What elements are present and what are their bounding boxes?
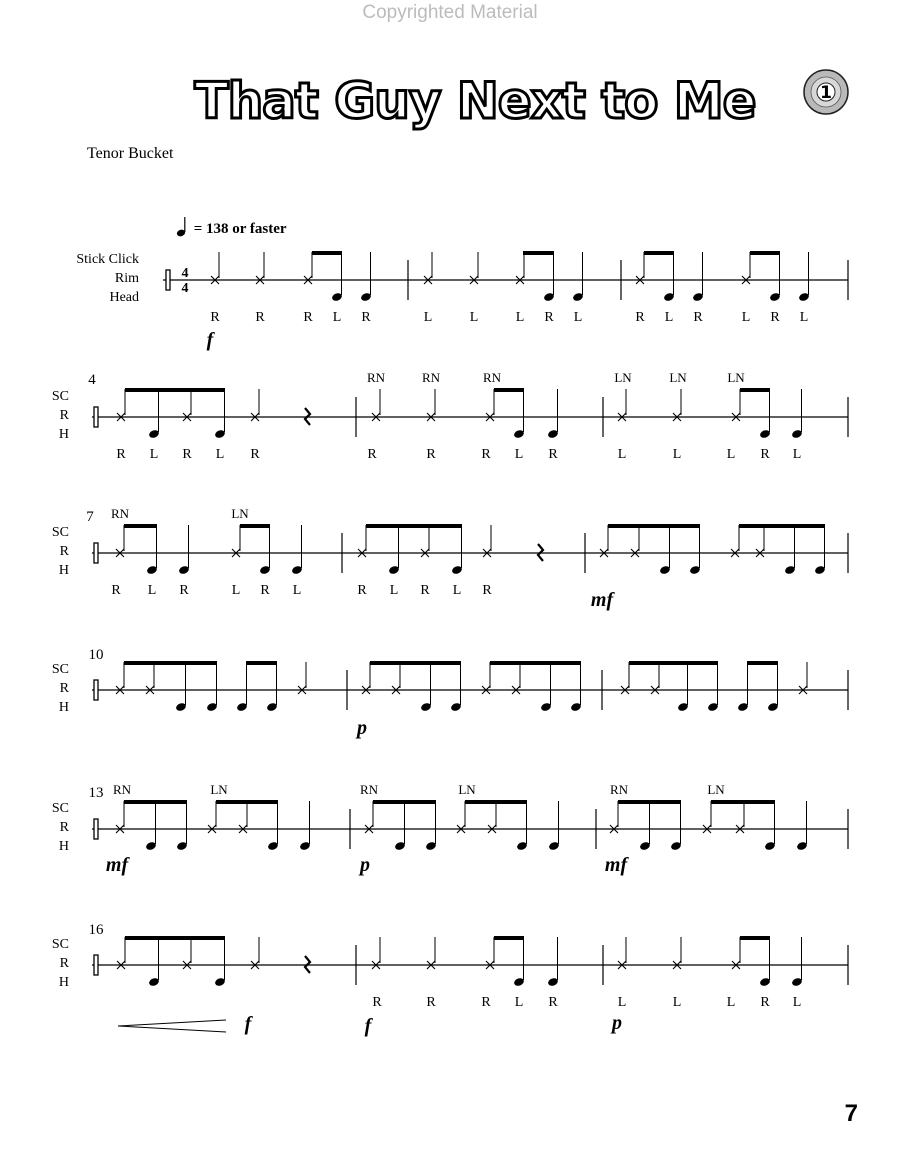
percussion-clef	[94, 955, 98, 975]
page-number: 7	[844, 1100, 858, 1127]
sticking-label: L	[799, 310, 809, 325]
sticking-label: L	[726, 995, 736, 1010]
sticking-label: R	[116, 447, 126, 462]
tempo-text: = 138 or faster	[193, 221, 287, 237]
beam	[750, 251, 780, 255]
sticking-label: L	[231, 583, 241, 598]
dynamic-marking: p	[360, 854, 370, 876]
sticking-label: L	[515, 310, 525, 325]
beam	[465, 800, 497, 804]
beam	[125, 388, 225, 392]
dynamic-marking: mf	[604, 854, 628, 876]
dynamic-marking: p	[612, 1012, 622, 1034]
beam	[496, 800, 527, 804]
sticking-label: R	[548, 447, 558, 462]
voice-label: SC	[51, 937, 69, 952]
beam	[247, 800, 278, 804]
voice-label: SC	[51, 662, 69, 677]
sticking-label: L	[664, 310, 674, 325]
sticking-label: L	[792, 995, 802, 1010]
copyright-watermark: Copyrighted Material	[362, 2, 538, 23]
sticking-label: L	[672, 447, 682, 462]
sticking-label: L	[469, 310, 479, 325]
sticking-label: R	[260, 583, 270, 598]
sticking-label: L	[149, 447, 159, 462]
sticking-label: L	[452, 583, 462, 598]
sticking-label: L	[332, 310, 342, 325]
sticking-label: R	[250, 447, 260, 462]
sticking-label: R	[482, 583, 492, 598]
sticking-label: R	[357, 583, 367, 598]
percussion-clef	[94, 407, 98, 427]
voice-label: R	[59, 681, 69, 696]
sticking-label: R	[760, 995, 770, 1010]
beam	[747, 661, 778, 665]
sticking-label: L	[215, 447, 225, 462]
beam	[744, 800, 775, 804]
voice-label: R	[59, 544, 69, 559]
sticking-label: R	[179, 583, 189, 598]
dynamic-marking: mf	[590, 589, 614, 611]
voice-label: H	[58, 839, 69, 854]
sticking-label: L	[741, 310, 751, 325]
sticking-label: R	[770, 310, 780, 325]
beam	[240, 524, 270, 528]
voice-label: H	[58, 700, 69, 715]
sticking-label: R	[548, 995, 558, 1010]
beam	[740, 388, 770, 392]
percussion-clef	[166, 270, 170, 290]
accent-label: LN	[669, 370, 687, 385]
voice-label: R	[59, 408, 69, 423]
measure-number: 16	[88, 922, 104, 938]
voice-label: SC	[51, 389, 69, 404]
beam	[124, 800, 187, 804]
voice-label: H	[58, 563, 69, 578]
beam	[523, 251, 554, 255]
percussion-clef	[94, 819, 98, 839]
crescendo-hairpin	[118, 1020, 226, 1032]
sticking-label: R	[693, 310, 703, 325]
beam	[216, 800, 248, 804]
sticking-label: R	[481, 447, 491, 462]
accent-label: RN	[609, 782, 629, 797]
accent-label: LN	[614, 370, 632, 385]
sticking-label: L	[672, 995, 682, 1010]
sticking-label: R	[111, 583, 121, 598]
sticking-label: L	[573, 310, 583, 325]
sticking-label: L	[617, 995, 627, 1010]
accent-label: RN	[110, 506, 130, 521]
beam	[494, 936, 524, 940]
dynamic-marking: f	[206, 329, 214, 351]
time-signature-top: 4	[181, 266, 189, 281]
beam	[366, 524, 462, 528]
voice-label: H	[58, 975, 69, 990]
dynamic-marking: f	[364, 1015, 372, 1037]
sticking-label: R	[361, 310, 371, 325]
beam	[373, 800, 436, 804]
measure-number: 13	[88, 785, 104, 801]
voice-label: R	[59, 820, 69, 835]
time-signature-bottom: 4	[181, 281, 189, 296]
sticking-label: L	[726, 447, 736, 462]
track-number: 1	[820, 83, 832, 103]
measure-number: 10	[88, 647, 104, 663]
beam	[608, 524, 700, 528]
sticking-label: R	[210, 310, 220, 325]
sticking-label: R	[182, 447, 192, 462]
beam	[618, 800, 681, 804]
sticking-label: L	[423, 310, 433, 325]
beam	[494, 388, 524, 392]
beam	[644, 251, 674, 255]
sticking-label: L	[292, 583, 302, 598]
accent-label: RN	[421, 370, 441, 385]
beam	[739, 524, 825, 528]
voice-label: SC	[51, 801, 69, 816]
accent-label: LN	[231, 506, 249, 521]
sticking-label: L	[389, 583, 399, 598]
sticking-label: L	[792, 447, 802, 462]
accent-label: RN	[482, 370, 502, 385]
accent-label: RN	[112, 782, 132, 797]
accent-label: LN	[210, 782, 228, 797]
voice-label: R	[59, 956, 69, 971]
dynamic-marking: f	[244, 1013, 252, 1035]
beam	[312, 251, 342, 255]
dynamic-marking: mf	[105, 854, 129, 876]
beam	[740, 936, 770, 940]
voice-label: SC	[51, 525, 69, 540]
sticking-label: L	[514, 447, 524, 462]
accent-label: RN	[359, 782, 379, 797]
percussion-clef	[94, 543, 98, 563]
voice-label: Stick Click	[76, 252, 139, 267]
sticking-label: R	[367, 447, 377, 462]
accent-label: LN	[707, 782, 725, 797]
voice-label: H	[58, 427, 69, 442]
beam	[124, 524, 157, 528]
voice-label: Head	[109, 290, 139, 305]
sticking-label: L	[147, 583, 157, 598]
sticking-label: R	[481, 995, 491, 1010]
accent-label: LN	[458, 782, 476, 797]
sticking-label: R	[426, 995, 436, 1010]
voice-label: Rim	[114, 271, 139, 286]
measure-number: 4	[88, 372, 96, 388]
sticking-label: R	[420, 583, 430, 598]
accent-label: LN	[727, 370, 745, 385]
song-title-text: That Guy Next to Me	[194, 72, 756, 130]
beam	[711, 800, 745, 804]
sticking-label: R	[544, 310, 554, 325]
beam	[125, 936, 225, 940]
sticking-label: R	[303, 310, 313, 325]
sticking-label: R	[255, 310, 265, 325]
sticking-label: R	[426, 447, 436, 462]
sticking-label: R	[635, 310, 645, 325]
measure-number: 7	[86, 509, 94, 525]
dynamic-marking: p	[357, 717, 367, 739]
accent-label: RN	[366, 370, 386, 385]
beam	[246, 661, 277, 665]
sticking-label: L	[617, 447, 627, 462]
beam	[370, 661, 461, 665]
beam	[124, 661, 217, 665]
instrument-name: Tenor Bucket	[87, 145, 174, 162]
percussion-clef	[94, 680, 98, 700]
beam	[490, 661, 581, 665]
beam	[629, 661, 718, 665]
sticking-label: R	[372, 995, 382, 1010]
sticking-label: L	[514, 995, 524, 1010]
sticking-label: R	[760, 447, 770, 462]
